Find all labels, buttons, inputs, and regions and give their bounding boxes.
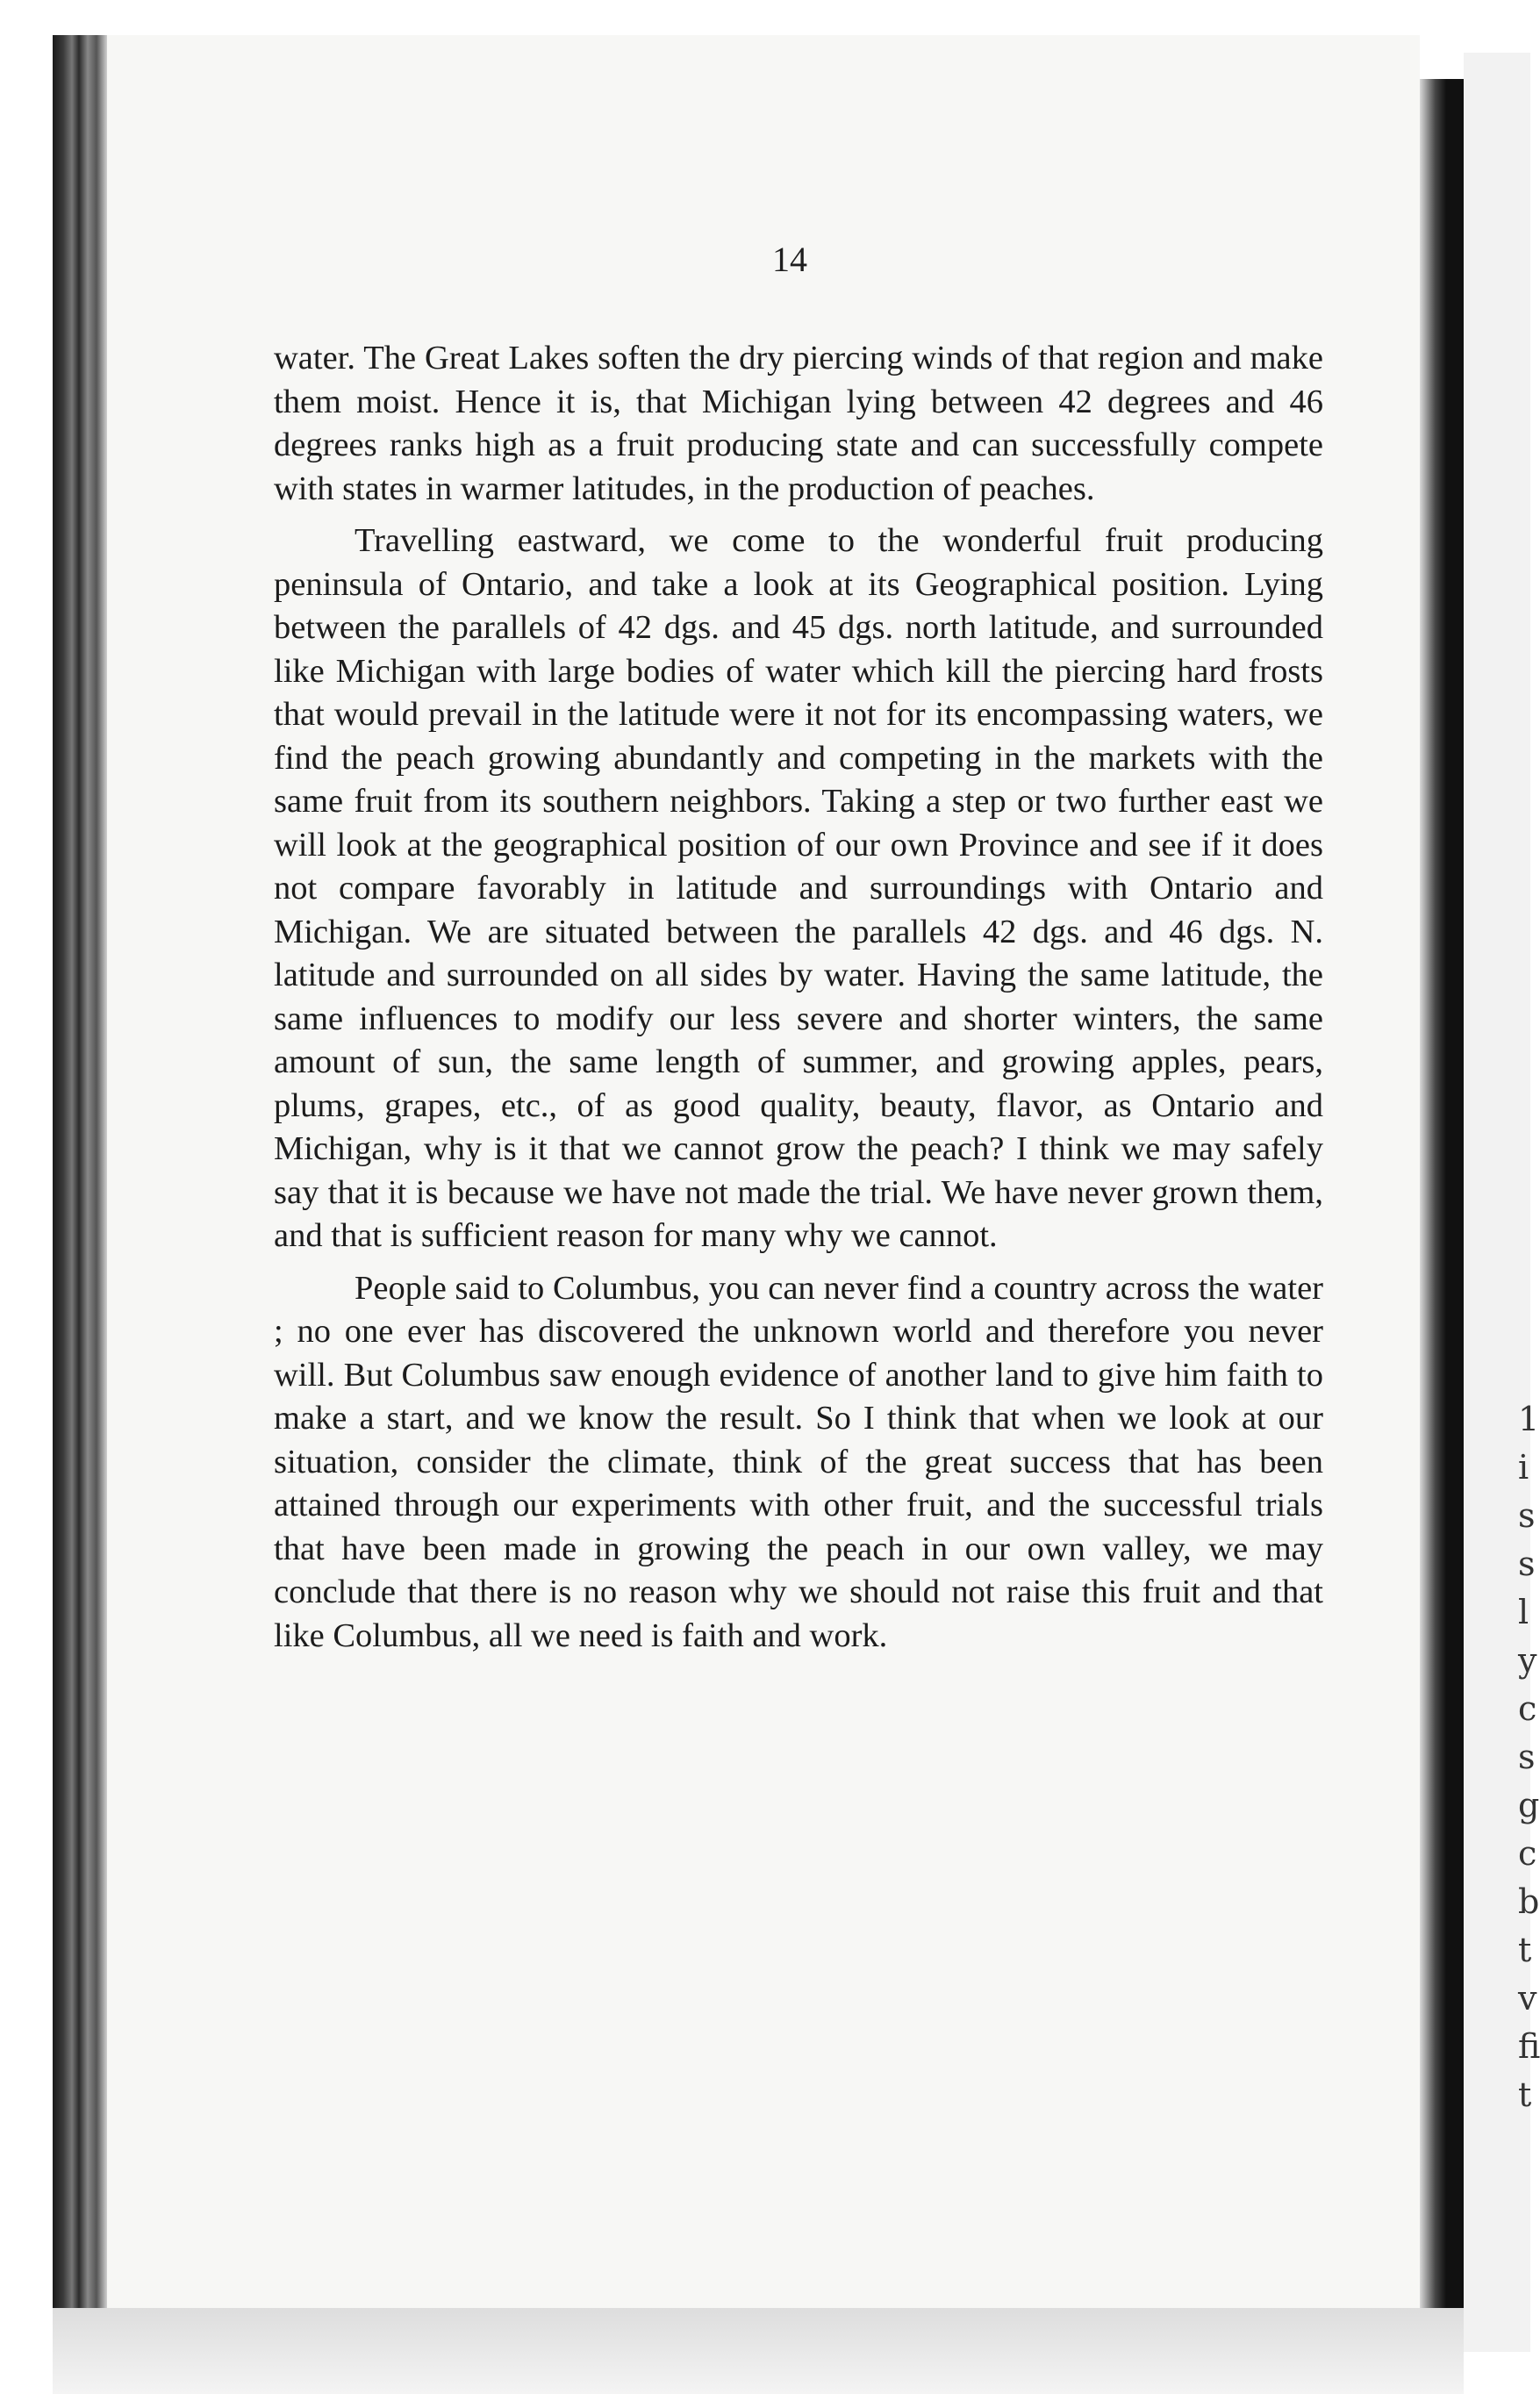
paragraph-3: People said to Columbus, you can never find a country across the water ; no one ever has discovered the unknown world and therefore you never will. But Columbus saw enough evidence of another land to give him faith to make a start, and we know the result. So I think that when we look at our situation, consider the climate, think of the great success that has been attained through our experiments with other fruit, and the successful trials that have been made in growing the peach in our own valley, we may conclude that there is no reason why we should not raise this fruit and that like Columbus, all we need is faith and work. [274,1269,1323,1654]
page-number: 14 [772,240,807,279]
bottom-shadow [53,2308,1464,2394]
next-page-fragment: 1 i s s l y c s g c b t v fi t [1518,1400,1540,2114]
page-body-text [274,337,1323,1666]
left-page-edge [53,35,107,2317]
book-gutter [1420,79,1464,2308]
paragraph-1: water. The Great Lakes soften the dry piercing winds of that region and make them moist. Hence it is, that Michigan lying between 42 degrees and 46 degrees ranks high as a fruit producing state and can successfully compete with states in warmer latitudes, in the production of peaches. [274,340,1323,507]
paragraph-2: Travelling eastward, we come to the wonderful fruit producing peninsula of Ontario, and take a look at its Geographical position. Lying between the parallels of 42 dgs. and 45 dgs. north latitude, and surrounded like Michigan with large bodies of water which kill the piercing hard frosts that would prevail in the latitude were it not for its encompassing waters, we find the peach growing abundantly and competing in the markets with the same fruit from its southern neighbors. Taking a step or two further east we will look at the geographical position of our own Province and see if it does not compare favorably in latitude and surroundings with Ontario and Michigan. We are situated between the parallels 42 dgs. and 46 dgs. N. latitude and surrounded on all sides by water. Having the same latitude, the same influences to modify our less severe and shorter winters, the same amount of sun, the same length of summer, and growing apples, pears, plums, grapes, etc., of as good quality, beauty, flavor, as Ontario and Michigan, why is it that we cannot grow the peach? I think we may safely say that it is because we have not made the trial. We have never grown them, and that is sufficient reason for many why we cannot. [274,522,1323,1254]
